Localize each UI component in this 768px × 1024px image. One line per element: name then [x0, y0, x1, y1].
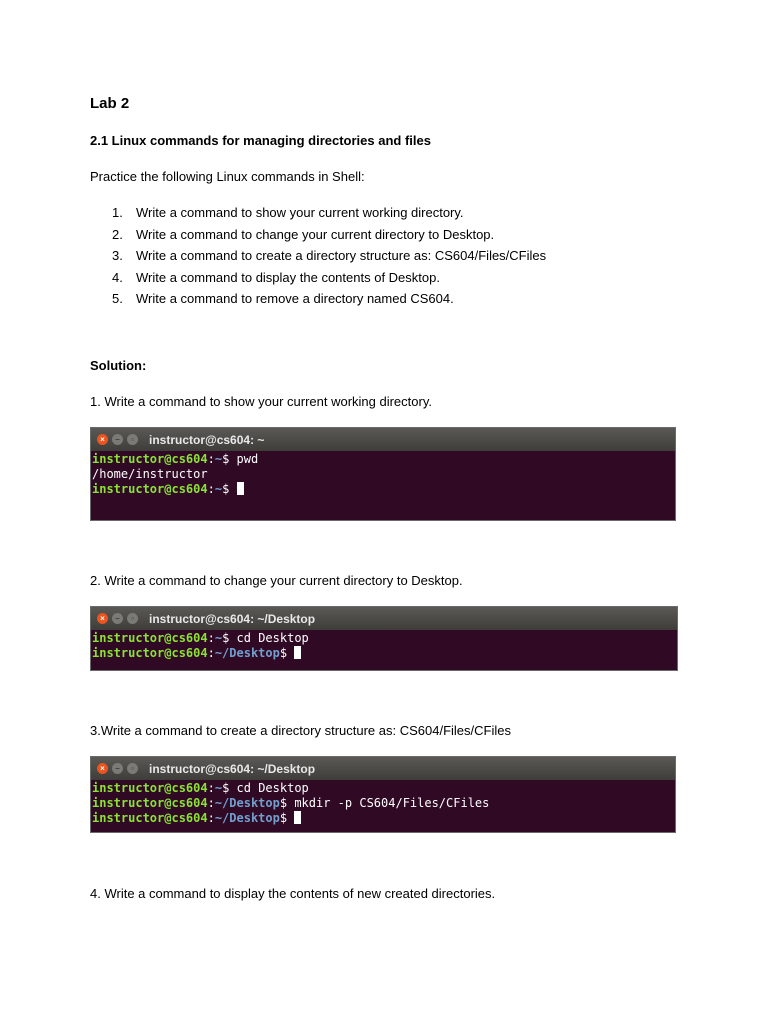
list-item: 5. Write a command to remove a directory named CS604.: [112, 291, 454, 307]
terminal-line: instructor@cs604:~$ cd Desktop: [92, 781, 309, 795]
terminal-output: [91, 630, 677, 662]
question-3: 3.Write a command to create a directory structure as: CS604/Files/CFiles: [90, 723, 511, 738]
terminal-output: [91, 451, 675, 498]
section-heading: 2.1 Linux commands for managing directories and files: [90, 133, 431, 148]
terminal-line: /home/instructor: [92, 467, 208, 481]
terminal-line: instructor@cs604:~/Desktop$: [92, 646, 676, 661]
cursor: [294, 646, 301, 659]
terminal-line: instructor@cs604:~/Desktop$: [92, 811, 674, 826]
terminal-line: instructor@cs604:~$ cd Desktop: [92, 631, 309, 645]
terminal-title: instructor@cs604: ~: [149, 433, 265, 447]
terminal-line: instructor@cs604:~/Desktop$ mkdir -p CS604/Files/CFiles: [92, 796, 490, 810]
intro-text: Practice the following Linux commands in Shell:: [90, 169, 365, 184]
list-item: 4. Write a command to display the contents of Desktop.: [112, 269, 440, 285]
cursor: [294, 811, 301, 824]
close-icon[interactable]: ×: [97, 613, 108, 624]
minimize-icon[interactable]: –: [112, 763, 123, 774]
maximize-icon[interactable]: ▫: [127, 613, 138, 624]
solution-heading: Solution:: [90, 358, 147, 373]
terminal-line: instructor@cs604:~$ pwd: [92, 452, 259, 466]
terminal-titlebar: [91, 428, 675, 451]
maximize-icon[interactable]: ▫: [127, 434, 138, 445]
lab-title: Lab 2: [90, 95, 130, 112]
question-2: 2. Write a command to change your current directory to Desktop.: [90, 573, 463, 588]
cursor: [237, 482, 244, 495]
list-item: 1. Write a command to show your current working directory.: [112, 205, 464, 220]
terminal-titlebar: [91, 607, 677, 630]
terminal-window-1: [90, 427, 676, 521]
terminal-title: instructor@cs604: ~/Desktop: [149, 612, 316, 626]
terminal-window-2: [90, 606, 678, 671]
list-item: 3. Write a command to create a directory structure as: CS604/Files/CFiles: [112, 248, 547, 264]
terminal-window-3: [90, 756, 676, 833]
question-1: 1. Write a command to show your current working directory.: [90, 394, 432, 409]
terminal-title: instructor@cs604: ~/Desktop: [149, 762, 316, 776]
question-4: 4. Write a command to display the contents of new created directories.: [90, 886, 496, 901]
minimize-icon[interactable]: –: [112, 613, 123, 624]
close-icon[interactable]: ×: [97, 434, 108, 445]
terminal-titlebar: [91, 757, 675, 780]
maximize-icon[interactable]: ▫: [127, 763, 138, 774]
close-icon[interactable]: ×: [97, 763, 108, 774]
terminal-output: [91, 780, 675, 827]
terminal-line: instructor@cs604:~$: [92, 482, 674, 497]
minimize-icon[interactable]: –: [112, 434, 123, 445]
task-list: [112, 202, 546, 310]
list-item: 2. Write a command to change your current directory to Desktop.: [112, 226, 495, 242]
